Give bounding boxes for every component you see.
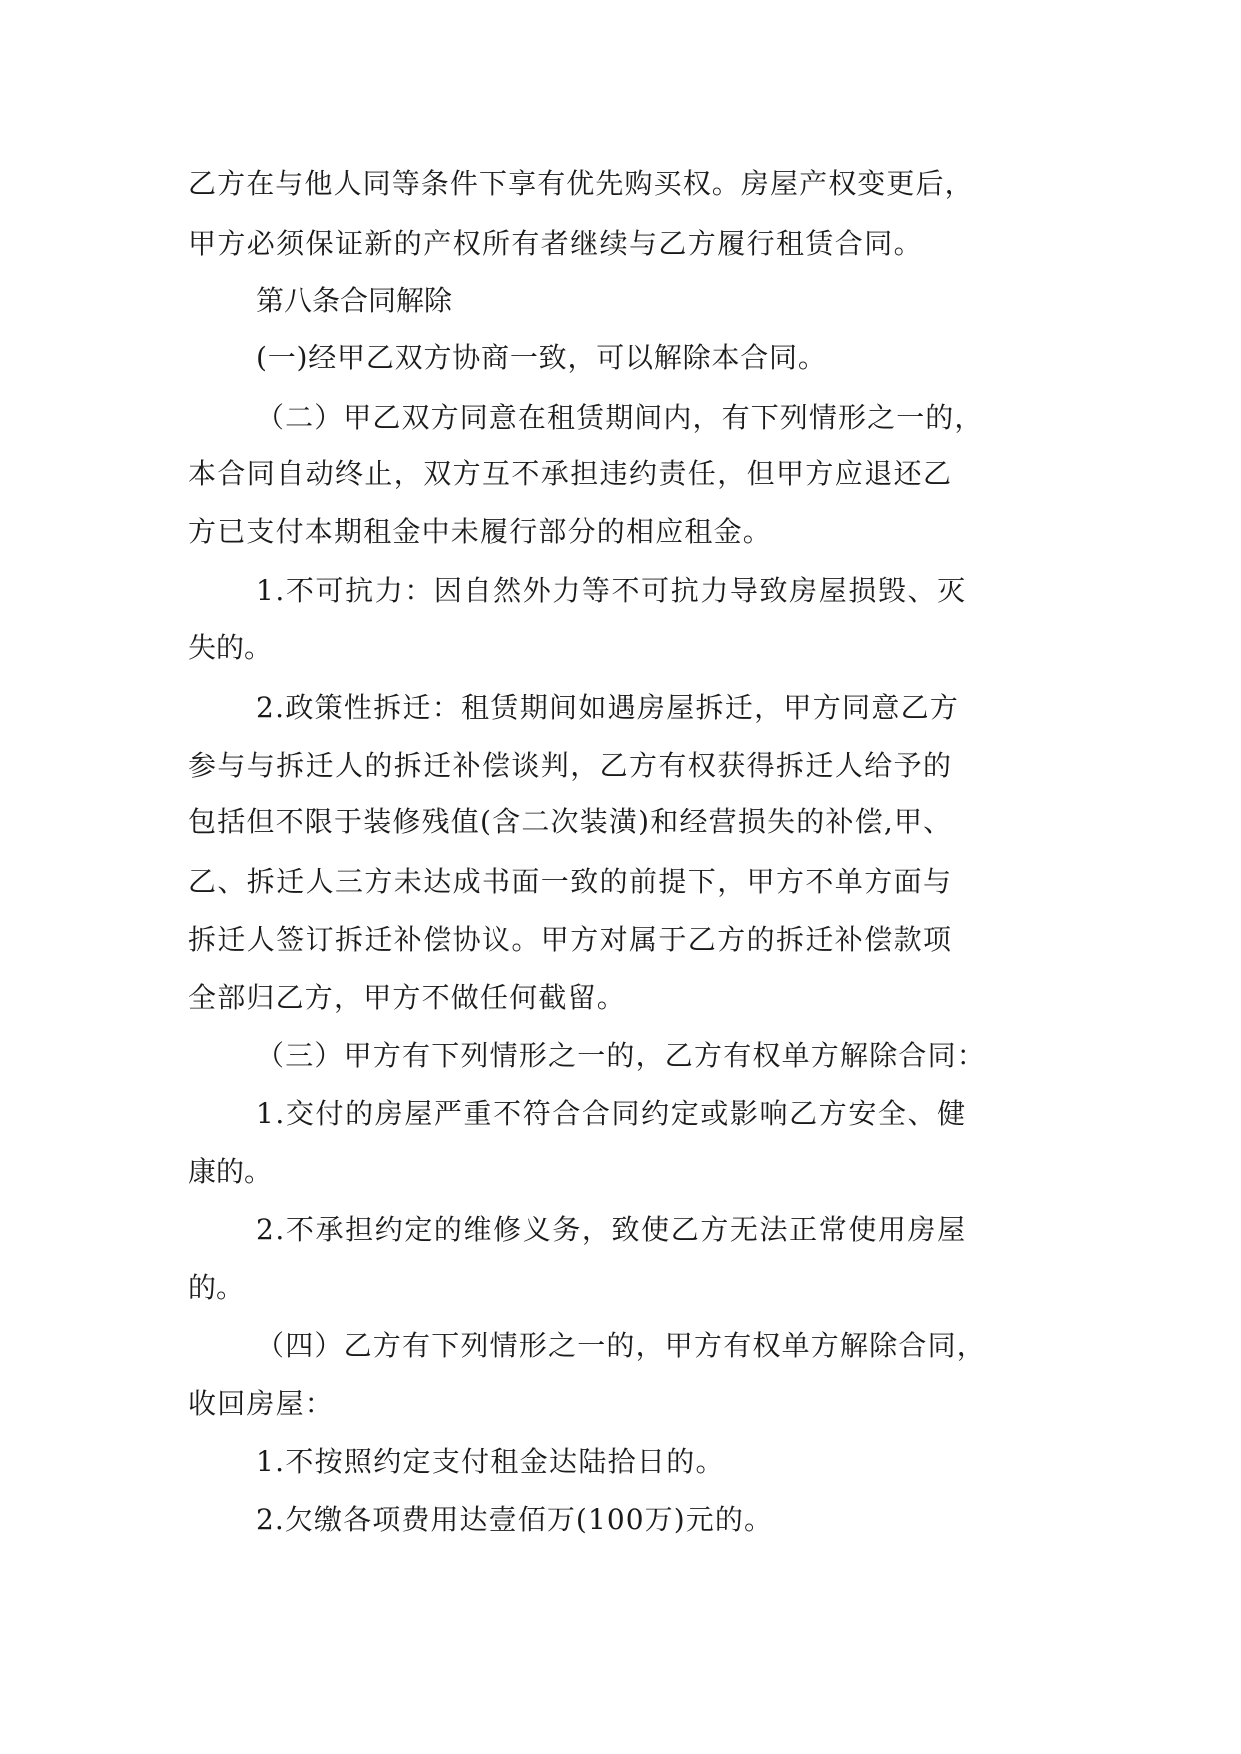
text-line: 乙、拆迁人三方未达成书面一致的前提下，甲方不单方面与 — [188, 865, 953, 898]
text-line: 2.不承担约定的维修义务，致使乙方无法正常使用房屋 — [256, 1213, 967, 1246]
text-line: （四）乙方有下列情形之一的，甲方有权单方解除合同， — [256, 1329, 987, 1362]
text-line: 本合同自动终止，双方互不承担违约责任，但甲方应退还乙 — [188, 457, 953, 490]
text-line: 1.不按照约定支付租金达陆拾日的。 — [256, 1445, 725, 1478]
text-line: 拆迁人签订拆迁补偿协议。甲方对属于乙方的拆迁补偿款项 — [188, 923, 953, 956]
text-line: 失的。 — [188, 631, 273, 664]
text-line: 1.不可抗力：因自然外力等不可抗力导致房屋损毁、灭 — [256, 574, 967, 607]
text-line: （二）甲乙双方同意在租赁期间内，有下列情形之一的， — [256, 401, 984, 434]
text-line: 1.交付的房屋严重不符合合同约定或影响乙方安全、健 — [256, 1097, 967, 1130]
text-line: 2.政策性拆迁：租赁期间如遇房屋拆迁，甲方同意乙方 — [256, 691, 960, 724]
text-line: 参与与拆迁人的拆迁补偿谈判，乙方有权获得拆迁人给予的 — [188, 749, 953, 782]
text-line: 康的。 — [188, 1155, 273, 1188]
text-line: 方已支付本期租金中未履行部分的相应租金。 — [188, 515, 773, 548]
text-line: 包括但不限于装修残值(含二次装潢)和经营损失的补偿,甲、 — [188, 805, 953, 838]
text-line: (一)经甲乙双方协商一致，可以解除本合同。 — [256, 341, 827, 374]
text-line: 甲方必须保证新的产权所有者继续与乙方履行租赁合同。 — [188, 227, 924, 260]
text-line: （三）甲方有下列情形之一的，乙方有权单方解除合同： — [256, 1039, 987, 1072]
section-heading: 第八条合同解除 — [256, 284, 453, 317]
text-line: 乙方在与他人同等条件下享有优先购买权。房屋产权变更后， — [188, 167, 974, 200]
text-line: 2.欠缴各项费用达壹佰万(100万)元的。 — [256, 1503, 774, 1536]
text-line: 全部归乙方，甲方不做任何截留。 — [188, 981, 627, 1014]
text-line: 的。 — [188, 1271, 245, 1304]
text-line: 收回房屋： — [188, 1387, 335, 1420]
